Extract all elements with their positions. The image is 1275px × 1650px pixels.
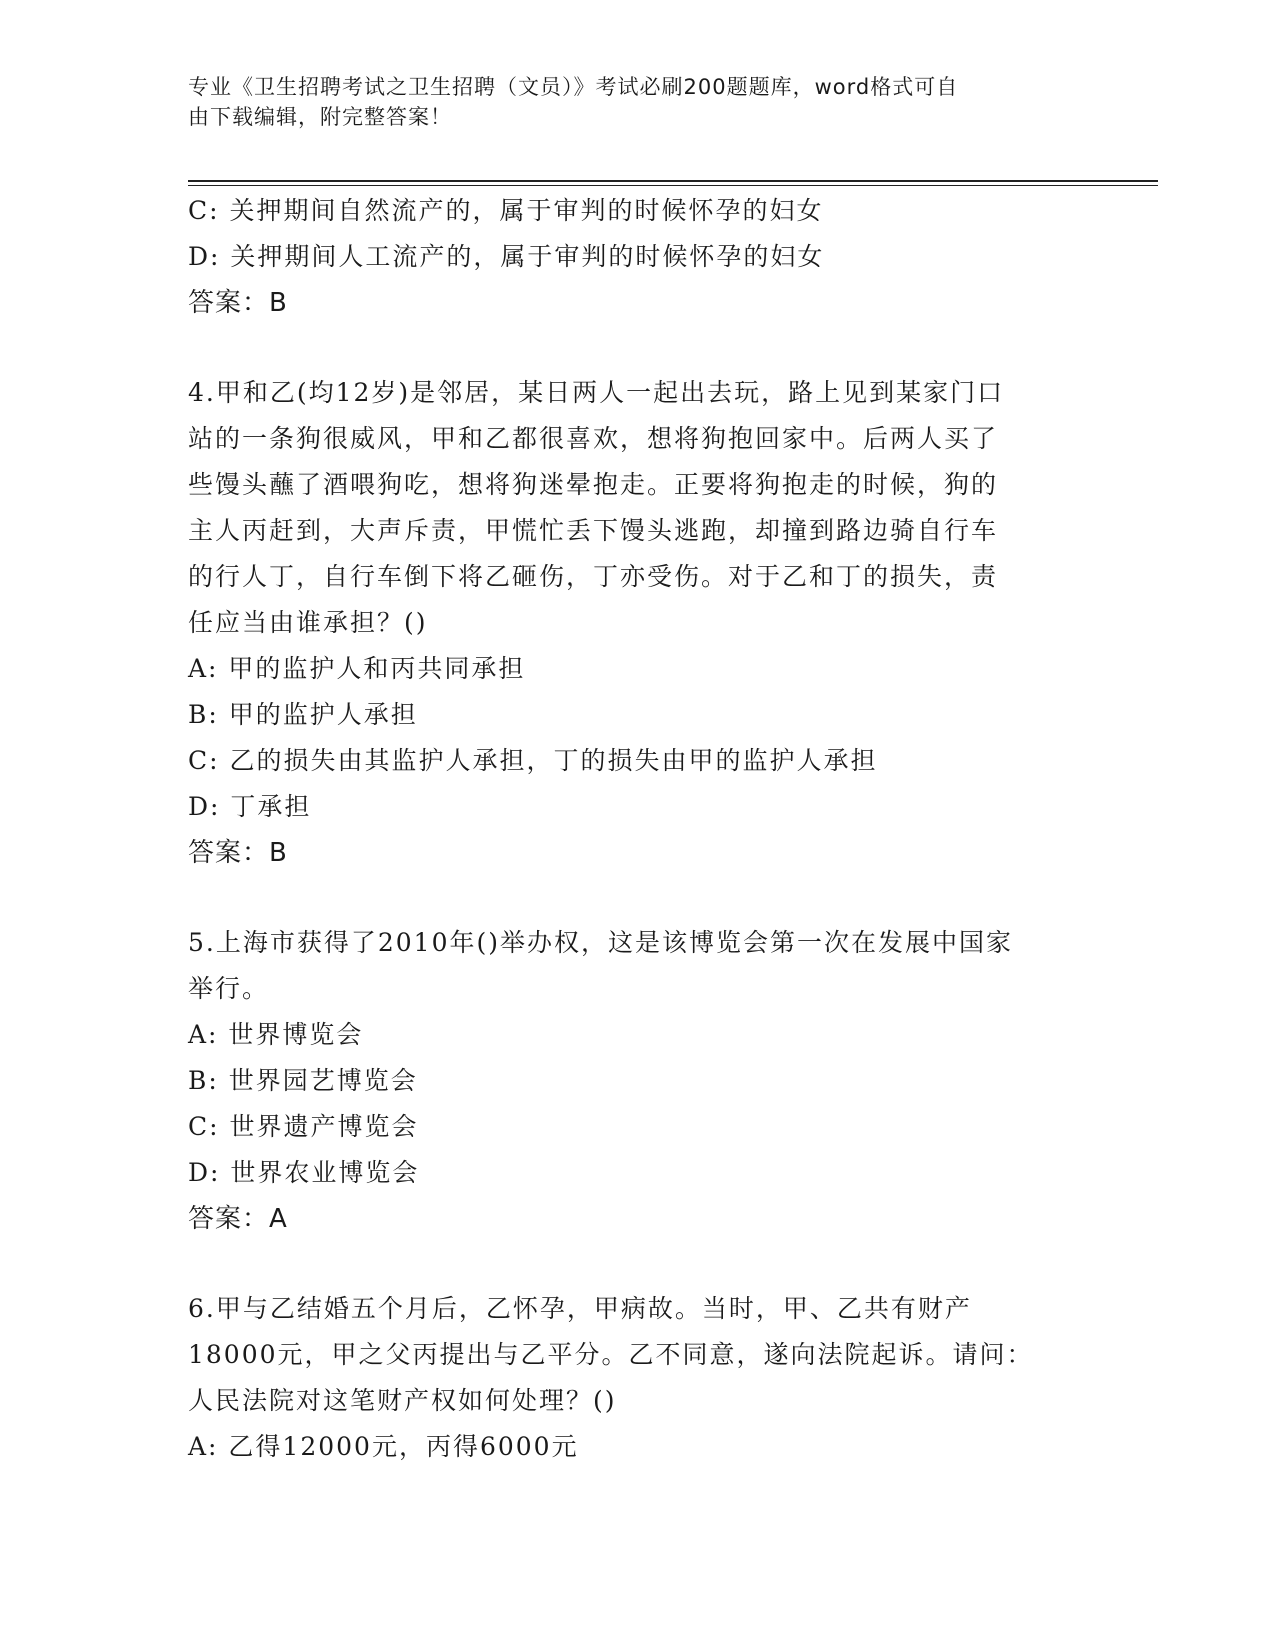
question-spacer [188, 326, 1088, 370]
header-line-2: 由下载编辑，附完整答案！ [188, 105, 452, 129]
header-line-1: 专业《卫生招聘考试之卫生招聘（文员）》考试必刷200题题库，word格式可自 [188, 75, 959, 99]
q3-option-d: D: 关押期间人工流产的，属于审判的时候怀孕的妇女 [188, 242, 825, 271]
q4-stem-line: 主人丙赶到，大声斥责，甲慌忙丢下馒头逃跑，却撞到路边骑自行车 [188, 516, 999, 545]
q4-stem-line: 任应当由谁承担？() [188, 608, 428, 637]
q5-option-d: D: 世界农业博览会 [188, 1158, 420, 1187]
question-spacer [188, 876, 1088, 920]
q4-answer: 答案：B [188, 838, 288, 868]
q4-stem-line: 站的一条狗很威风，甲和乙都很喜欢，想将狗抱回家中。后两人买了 [188, 424, 999, 453]
q3-option-c: C: 关押期间自然流产的，属于审判的时候怀孕的妇女 [188, 196, 824, 225]
document-header [188, 72, 1068, 132]
q6-stem-line: 18000元，甲之父丙提出与乙平分。乙不同意，遂向法院起诉。请问： [188, 1340, 1034, 1369]
q4-stem-line: 的行人丁，自行车倒下将乙砸伤，丁亦受伤。对于乙和丁的损失，责 [188, 562, 999, 591]
question-content [188, 188, 1088, 1470]
q4-option-d: D: 丁承担 [188, 792, 312, 821]
q4-option-b: B: 甲的监护人承担 [188, 700, 418, 729]
q3-answer: 答案：B [188, 288, 288, 318]
q6-option-a: A: 乙得12000元，丙得6000元 [188, 1432, 579, 1461]
header-rule-thick [188, 180, 1158, 182]
q4-stem-line: 4.甲和乙(均12岁)是邻居，某日两人一起出去玩，路上见到某家门口 [188, 378, 1005, 407]
q5-stem-line: 举行。 [188, 974, 270, 1003]
q4-stem-line: 些馒头蘸了酒喂狗吃，想将狗迷晕抱走。正要将狗抱走的时候，狗的 [188, 470, 999, 499]
q5-option-b: B: 世界园艺博览会 [188, 1066, 418, 1095]
q5-answer: 答案：A [188, 1204, 288, 1234]
q5-option-a: A: 世界博览会 [188, 1020, 364, 1049]
question-spacer [188, 1242, 1088, 1286]
q6-stem-line: 6.甲与乙结婚五个月后，乙怀孕，甲病故。当时，甲、乙共有财产 [188, 1294, 972, 1323]
q4-option-c: C: 乙的损失由其监护人承担，丁的损失由甲的监护人承担 [188, 746, 878, 775]
q5-stem-line: 5.上海市获得了2010年()举办权，这是该博览会第一次在发展中国家 [188, 928, 1013, 957]
q5-option-c: C: 世界遗产博览会 [188, 1112, 419, 1141]
q4-option-a: A: 甲的监护人和丙共同承担 [188, 654, 526, 683]
q6-stem-line: 人民法院对这笔财产权如何处理？() [188, 1386, 617, 1415]
header-rule-thin [188, 185, 1158, 186]
